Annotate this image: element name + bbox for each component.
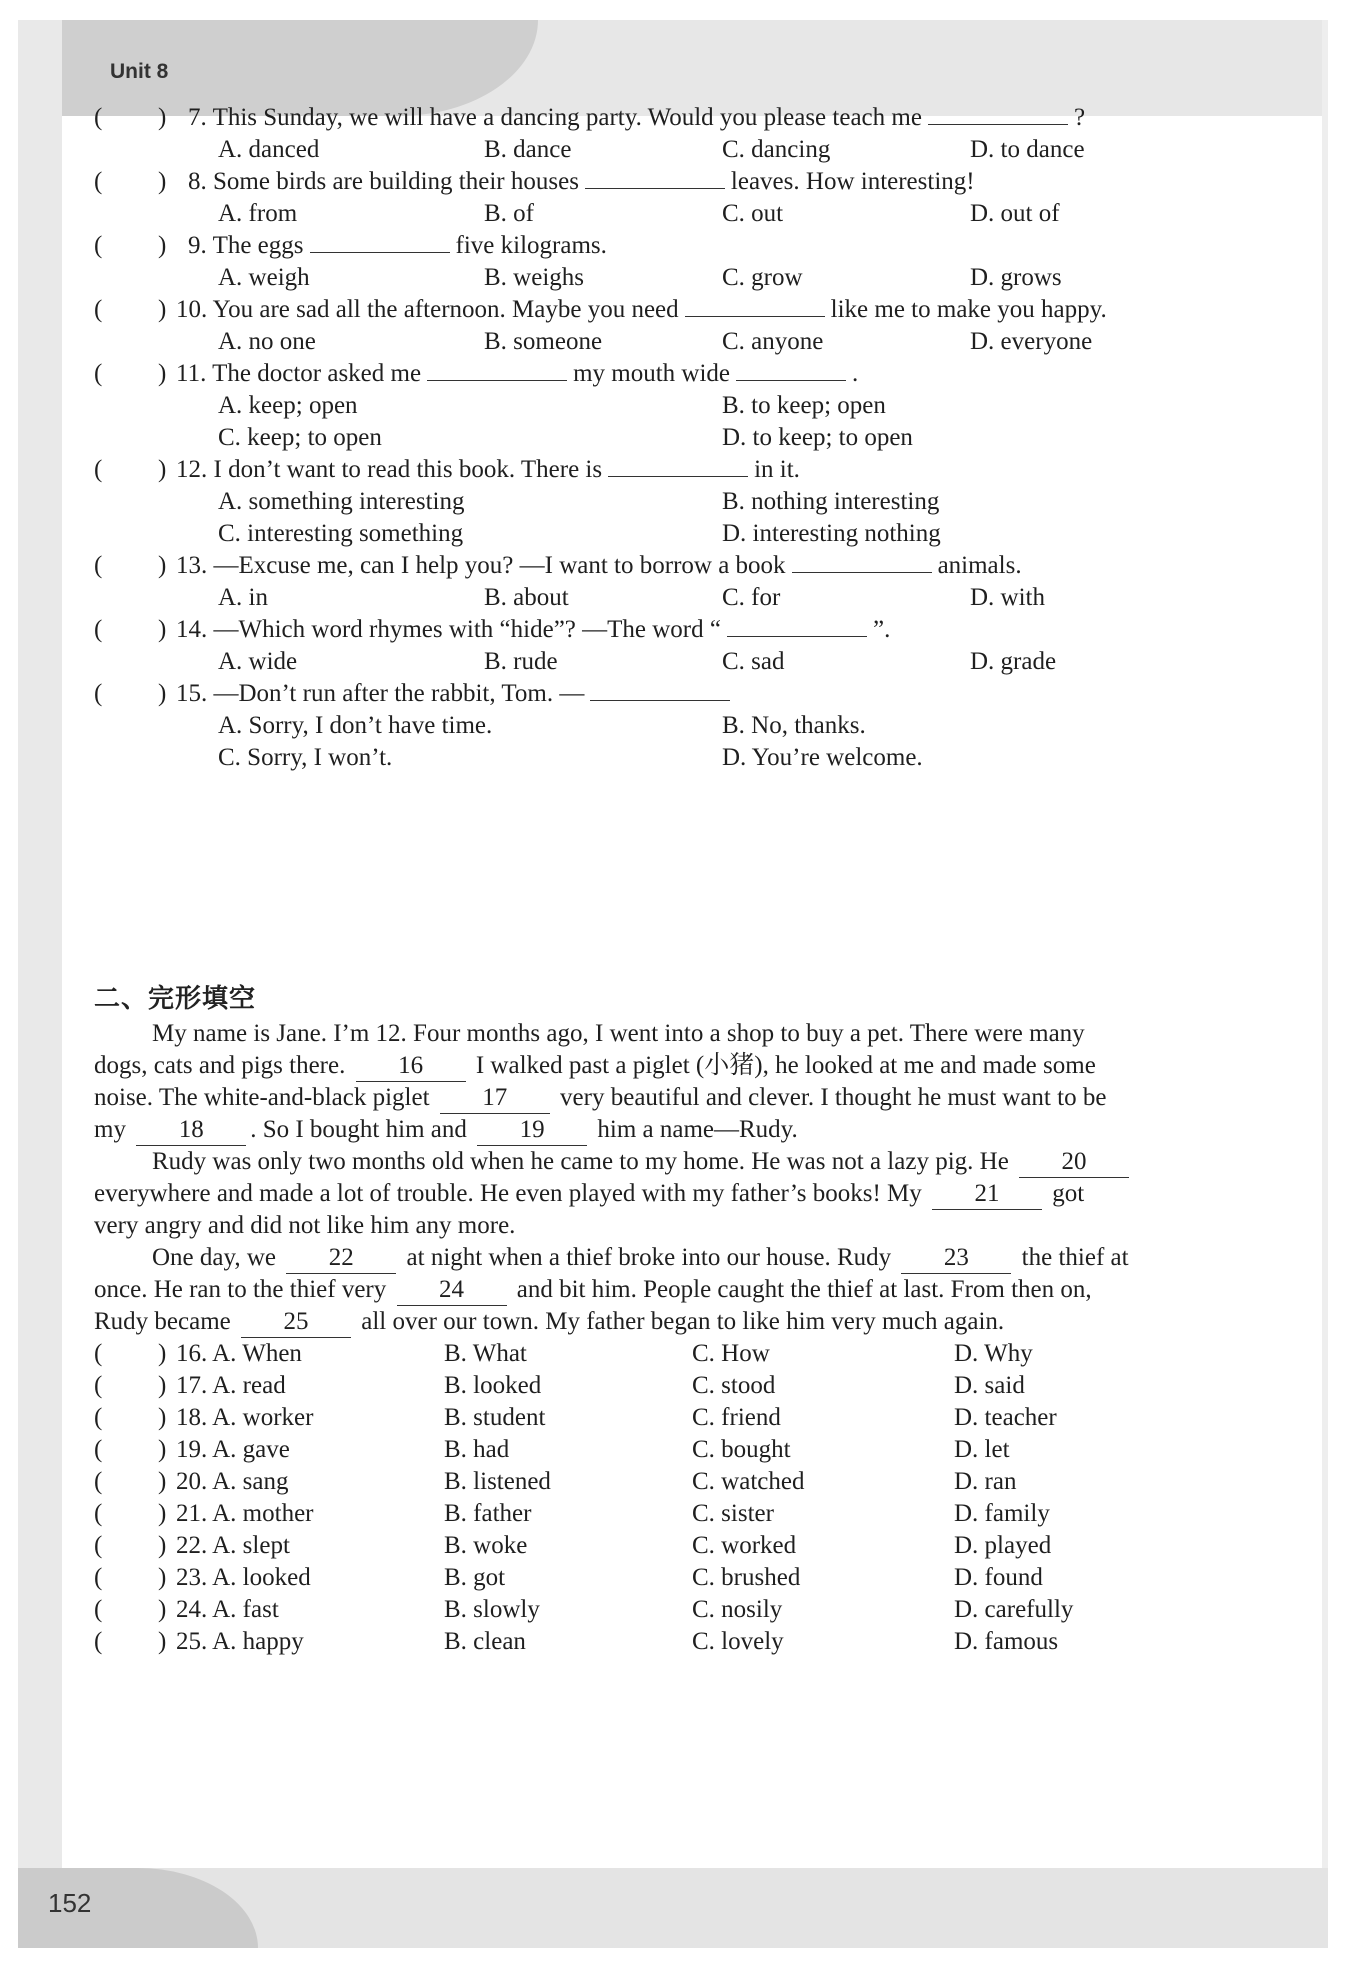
option[interactable]: B. someone [484, 328, 603, 355]
question-number: 25. [176, 1628, 213, 1655]
passage-text: got [1046, 1180, 1085, 1207]
answer-paren-close: ) [158, 1372, 167, 1399]
question-number: 13. [176, 552, 214, 579]
question-stem: You are sad all the afternoon. Maybe you need [212, 296, 679, 323]
option[interactable]: D. to keep; to open [722, 424, 913, 451]
answer-paren-close: ) [158, 1340, 167, 1367]
section-title: 二、完形填空 [94, 984, 257, 1014]
question-stem: —Don’t run after the rabbit, Tom. — [213, 680, 585, 707]
option[interactable]: A. danced [218, 136, 320, 163]
passage-text: noise. The white-and-black piglet [94, 1084, 436, 1111]
option[interactable]: D. family [954, 1500, 1050, 1527]
option[interactable]: A. fast [212, 1596, 279, 1623]
option[interactable]: C. How [692, 1340, 770, 1367]
question-number: 7. [188, 104, 213, 131]
question-number: 20. [176, 1468, 213, 1495]
option[interactable]: A. slept [212, 1532, 290, 1559]
option[interactable]: A. no one [218, 328, 316, 355]
option[interactable]: C. friend [692, 1404, 781, 1431]
cloze-question-row [0, 1622, 1350, 1662]
option[interactable]: A. worker [212, 1404, 314, 1431]
answer-paren-close: ) [158, 1564, 167, 1591]
answer-paren-open: ( [94, 296, 103, 323]
option[interactable]: B. woke [444, 1532, 528, 1559]
answer-paren-open: ( [94, 1468, 103, 1495]
option[interactable]: B. rude [484, 648, 558, 675]
question-stem-end: ”. [872, 616, 891, 643]
answer-blank[interactable] [685, 294, 825, 317]
cloze-blank-20[interactable]: 20 [1019, 1147, 1129, 1178]
question-stem: —Which word rhymes with “hide”? —The word “ [213, 616, 721, 643]
question-number: 8. [188, 168, 213, 195]
answer-paren-open: ( [94, 1500, 103, 1527]
question-number: 9. [188, 232, 213, 259]
answer-paren-open: ( [94, 1564, 103, 1591]
answer-paren-close: ) [158, 296, 167, 323]
answer-paren-open: ( [94, 1372, 103, 1399]
passage-text: I walked past a piglet (小猪), he looked at me and made some [469, 1052, 1096, 1079]
option[interactable]: D. let [954, 1436, 1010, 1463]
question-stem-end: five kilograms. [455, 232, 607, 259]
page-number: 152 [48, 1888, 92, 1918]
option[interactable]: D. said [954, 1372, 1025, 1399]
answer-paren-close: ) [158, 1404, 167, 1431]
option[interactable]: C. nosily [692, 1596, 783, 1623]
question-stem-end: animals. [937, 552, 1022, 579]
answer-paren-open: ( [94, 1340, 103, 1367]
option[interactable]: A. When [212, 1340, 302, 1367]
answer-paren-close: ) [158, 552, 167, 579]
option[interactable]: D. ran [954, 1468, 1017, 1495]
option[interactable]: B. dance [484, 136, 572, 163]
option[interactable]: C. dancing [722, 136, 831, 163]
passage-text: dogs, cats and pigs there. [94, 1052, 352, 1079]
passage-text: the thief at [1015, 1244, 1129, 1271]
option[interactable]: A. wide [218, 648, 298, 675]
answer-paren-open: ( [94, 680, 103, 707]
question-number: 18. [176, 1404, 213, 1431]
question-stem: The doctor asked me [212, 360, 422, 387]
option[interactable]: C. interesting something [218, 520, 464, 547]
options-row [0, 738, 1350, 778]
cloze-blank-22[interactable]: 22 [286, 1243, 396, 1274]
answer-blank[interactable] [608, 454, 748, 477]
option[interactable]: B. student [444, 1404, 546, 1431]
answer-paren-close: ) [158, 232, 167, 259]
question-stem: Some birds are building their houses [213, 168, 579, 195]
cloze-blank-25[interactable]: 25 [241, 1307, 351, 1338]
option[interactable]: D. grows [970, 264, 1062, 291]
answer-blank[interactable] [792, 550, 932, 573]
question-number: 23. [176, 1564, 213, 1591]
option[interactable]: D. teacher [954, 1404, 1057, 1431]
option[interactable]: A. from [218, 200, 298, 227]
answer-paren-close: ) [158, 1532, 167, 1559]
option[interactable]: B. slowly [444, 1596, 540, 1623]
passage-text: him a name—Rudy. [591, 1116, 798, 1143]
cloze-blank-16[interactable]: 16 [356, 1051, 466, 1082]
answer-paren-open: ( [94, 232, 103, 259]
passage-text: . So I bought him and [250, 1116, 474, 1143]
answer-paren-close: ) [158, 1468, 167, 1495]
option[interactable]: A. gave [212, 1436, 290, 1463]
answer-paren-close: ) [158, 1436, 167, 1463]
option[interactable]: A. mother [212, 1500, 314, 1527]
option[interactable]: B. clean [444, 1628, 526, 1655]
cloze-blank-24[interactable]: 24 [397, 1275, 507, 1306]
option[interactable]: D. out of [970, 200, 1060, 227]
option[interactable]: C. out [722, 200, 784, 227]
question-number: 12. [176, 456, 214, 483]
option[interactable]: B. looked [444, 1372, 542, 1399]
question-number: 15. [176, 680, 214, 707]
option[interactable]: C. sister [692, 1500, 774, 1527]
option[interactable]: D. to dance [970, 136, 1085, 163]
passage-text: once. He ran to the thief very [94, 1276, 393, 1303]
option[interactable]: D. carefully [954, 1596, 1074, 1623]
answer-blank[interactable] [727, 614, 867, 637]
question-number: 11. [176, 360, 213, 387]
option[interactable]: D. Why [954, 1340, 1033, 1367]
answer-paren-close: ) [158, 456, 167, 483]
option[interactable]: B. got [444, 1564, 506, 1591]
answer-paren-close: ) [158, 616, 167, 643]
answer-paren-close: ) [158, 360, 167, 387]
cloze-blank-19[interactable]: 19 [477, 1115, 587, 1146]
passage-text: My name is Jane. I’m 12. Four months ago, I went into a shop to buy a pet. There were many [152, 1020, 1085, 1047]
cloze-blank-23[interactable]: 23 [901, 1243, 1011, 1274]
answer-paren-open: ( [94, 1404, 103, 1431]
option[interactable]: A. in [218, 584, 268, 611]
answer-paren-open: ( [94, 104, 103, 131]
option[interactable]: C. bought [692, 1436, 791, 1463]
option[interactable]: C. grow [722, 264, 803, 291]
option[interactable]: C. Sorry, I won’t. [218, 744, 393, 771]
answer-paren-open: ( [94, 168, 103, 195]
answer-paren-open: ( [94, 616, 103, 643]
option[interactable]: B. about [484, 584, 569, 611]
option[interactable]: A. sang [212, 1468, 289, 1495]
option[interactable]: C. anyone [722, 328, 824, 355]
unit-label: Unit 8 [110, 60, 169, 83]
option[interactable]: D. You’re welcome. [722, 744, 923, 771]
option[interactable]: D. famous [954, 1628, 1059, 1655]
option[interactable]: C. stood [692, 1372, 776, 1399]
answer-paren-open: ( [94, 360, 103, 387]
answer-paren-open: ( [94, 1436, 103, 1463]
option[interactable]: C. sad [722, 648, 785, 675]
option[interactable]: A. keep; open [218, 392, 358, 419]
option[interactable]: A. looked [212, 1564, 311, 1591]
option[interactable]: C. for [722, 584, 781, 611]
cloze-blank-18[interactable]: 18 [136, 1115, 246, 1146]
option[interactable]: A. something interesting [218, 488, 465, 515]
answer-paren-open: ( [94, 1596, 103, 1623]
answer-paren-close: ) [158, 680, 167, 707]
option[interactable]: D. played [954, 1532, 1052, 1559]
option[interactable]: C. worked [692, 1532, 797, 1559]
option[interactable]: B. What [444, 1340, 527, 1367]
answer-blank[interactable] [427, 358, 567, 381]
answer-paren-close: ) [158, 168, 167, 195]
question-stem: I don’t want to read this book. There is [213, 456, 603, 483]
passage-text: all over our town. My father began to like him very much again. [355, 1308, 1005, 1335]
option[interactable]: D. everyone [970, 328, 1093, 355]
cloze-number-and-option-a [176, 1622, 304, 1662]
passage-text: at night when a thief broke into our house. Rudy [400, 1244, 898, 1271]
question-stem: —Excuse me, can I help you? —I want to borrow a book [213, 552, 786, 579]
option[interactable]: A. happy [212, 1628, 304, 1655]
answer-paren-open: ( [94, 456, 103, 483]
passage-text: One day, we [152, 1244, 283, 1271]
passage-text: everywhere and made a lot of trouble. He even played with my father’s books! My [94, 1180, 928, 1207]
passage-text: and bit him. People caught the thief at last. From then on, [510, 1276, 1092, 1303]
answer-paren-close: ) [158, 1628, 167, 1655]
answer-blank[interactable] [928, 102, 1068, 125]
passage-text: very angry and did not like him any more. [94, 1212, 516, 1239]
answer-paren-close: ) [158, 1500, 167, 1527]
question-number: 24. [176, 1596, 213, 1623]
option[interactable]: D. interesting nothing [722, 520, 941, 547]
option[interactable]: D. grade [970, 648, 1057, 675]
question-stem-middle: my mouth wide [573, 360, 731, 387]
option[interactable]: C. watched [692, 1468, 805, 1495]
answer-blank[interactable] [736, 358, 846, 381]
option[interactable]: B. father [444, 1500, 532, 1527]
answer-blank[interactable] [310, 230, 450, 253]
passage-text: very beautiful and clever. I thought he must want to be [553, 1084, 1107, 1111]
answer-paren-open: ( [94, 1532, 103, 1559]
option[interactable]: B. nothing interesting [722, 488, 940, 515]
question-stem: This Sunday, we will have a dancing party. Would you please teach me [212, 104, 922, 131]
question-number: 21. [176, 1500, 213, 1527]
question-number: 16. [176, 1340, 213, 1367]
option[interactable]: C. brushed [692, 1564, 801, 1591]
answer-paren-open: ( [94, 1628, 103, 1655]
option[interactable]: B. to keep; open [722, 392, 886, 419]
option[interactable]: B. had [444, 1436, 510, 1463]
option[interactable]: D. found [954, 1564, 1043, 1591]
question-stem-end: in it. [754, 456, 800, 483]
option[interactable]: B. weighs [484, 264, 584, 291]
question-stem-end: leaves. How interesting! [730, 168, 975, 195]
option[interactable]: A. read [212, 1372, 286, 1399]
answer-blank[interactable] [585, 166, 725, 189]
option[interactable]: A. weigh [218, 264, 310, 291]
answer-blank[interactable] [590, 678, 730, 701]
question-stem-end: ? [1073, 104, 1086, 131]
passage-text: Rudy became [94, 1308, 238, 1335]
option[interactable]: C. keep; to open [218, 424, 382, 451]
option[interactable]: B. of [484, 200, 534, 227]
answer-paren-close: ) [158, 1596, 167, 1623]
passage-text: my [94, 1116, 133, 1143]
question-number: 22. [176, 1532, 213, 1559]
answer-paren-close: ) [158, 104, 167, 131]
option[interactable]: B. listened [444, 1468, 551, 1495]
question-number: 10. [176, 296, 213, 323]
option[interactable]: A. Sorry, I don’t have time. [218, 712, 493, 739]
question-number: 19. [176, 1436, 213, 1463]
option[interactable]: C. lovely [692, 1628, 784, 1655]
option[interactable]: D. with [970, 584, 1045, 611]
answer-paren-open: ( [94, 552, 103, 579]
question-stem-end: . [852, 360, 859, 387]
question-stem-end: like me to make you happy. [830, 296, 1107, 323]
option[interactable]: B. No, thanks. [722, 712, 866, 739]
question-number: 14. [176, 616, 214, 643]
question-number: 17. [176, 1372, 213, 1399]
cloze-blank-21[interactable]: 21 [932, 1179, 1042, 1210]
question-stem: The eggs [212, 232, 304, 259]
cloze-blank-17[interactable]: 17 [440, 1083, 550, 1114]
passage-text: Rudy was only two months old when he came to my home. He was not a lazy pig. He [152, 1148, 1016, 1175]
